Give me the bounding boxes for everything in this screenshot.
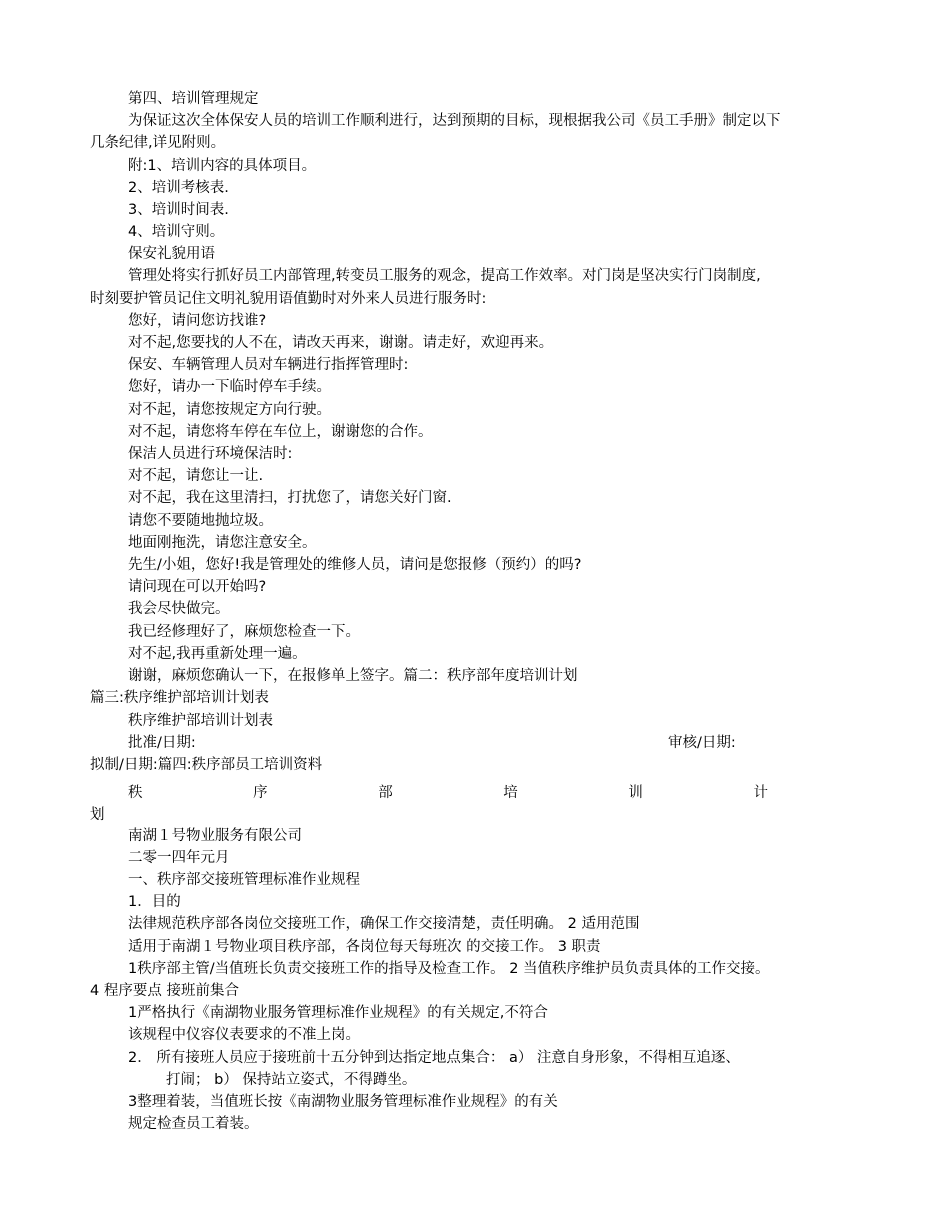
paragraph-line: 划 [90,807,105,823]
paragraph-line: 规定检查员工着装。 [128,1116,259,1132]
paragraph-line: 您好，请问您访找谁? [128,313,267,329]
paragraph-line: 拟制/日期:篇四:秩序部员工培训资料 [90,757,323,773]
paragraph-line: 法律规范秩序部各岗位交接班工作，确保工作交接清楚，责任明确。 2 适用范围 [128,916,640,932]
paragraph-line: 保洁人员进行环境保洁时: [128,446,293,462]
paragraph-line: 地面刚拖洗，请您注意安全。 [128,535,317,551]
paragraph-line: 2、培训考核表. [128,180,229,196]
paragraph-line: 附:1、培训内容的具体项目。 [128,158,317,174]
paragraph-line: 打闹； b） 保持站立姿式，不得蹲坐。 [166,1072,417,1088]
paragraph-line: 时刻要护管员记住文明礼貌用语值勤时对外来人员进行服务时: [90,291,487,307]
section-heading: 一、秩序部交接班管理标准作业规程 [128,872,360,888]
paragraph-line: 对不起,我再重新处理一遍。 [128,646,307,662]
paragraph-line: 对不起，请您让一让. [128,468,264,484]
paragraph-line: 管理处将实行抓好员工内部管理,转变员工服务的观念，提高工作效率。对门岗是坚决实行门岗制度, [128,268,761,284]
spread-char: 序 [253,785,268,801]
paragraph-line: 请您不要随地抛垃圾。 [128,513,273,529]
spread-char: 计 [753,785,768,801]
paragraph-line: 4 程序要点 接班前集合 [90,983,239,999]
spread-char: 秩 [128,785,143,801]
paragraph-line: 为保证这次全体保安人员的培训工作顺利进行，达到预期的目标，现根据我公司《员工手册》制定以下 [128,113,781,129]
paragraph-line: 您好，请办一下临时停车手续。 [128,379,331,395]
paragraph-line: 请问现在可以开始吗? [128,579,267,595]
paragraph-line: 1严格执行《南湖物业服务管理标准作业规程》的有关规定,不符合 [128,1005,548,1021]
document-date: 二零一四年元月 [128,850,230,866]
paragraph-line: 我会尽快做完。 [128,601,230,617]
paragraph-line: 该规程中仪容仪表要求的不准上岗。 [128,1027,360,1043]
paragraph-line: 秩序维护部培训计划表 [128,713,273,729]
paragraph-line: 4、培训守则。 [128,224,225,240]
paragraph-line: 对不起，我在这里清扫，打扰您了，请您关好门窗. [128,490,452,506]
paragraph-line: 谢谢，麻烦您确认一下，在报修单上签字。篇二：秩序部年度培训计划 [128,668,578,684]
paragraph-line: 保安、车辆管理人员对车辆进行指挥管理时: [128,357,409,373]
paragraph-line: 3整理着装，当值班长按《南湖物业服务管理标准作业规程》的有关 [128,1094,558,1110]
paragraph-line: 几条纪律,详见附则。 [90,135,226,151]
paragraph-line: 1秩序部主管/当值班长负责交接班工作的指导及检查工作。 2 当值秩序维护员负责具体的工作交接。 [128,961,770,977]
paragraph-line: 对不起，请您按规定方向行驶。 [128,402,331,418]
spread-char: 培 [503,785,518,801]
paragraph-line: 篇三:秩序维护部培训计划表 [90,690,269,706]
review-date-label: 审核/日期: [668,735,736,751]
spread-title [128,783,768,803]
paragraph-line: 我已经修理好了，麻烦您检查一下。 [128,624,360,640]
paragraph-line: 适用于南湖１号物业项目秩序部，各岗位每天每班次 的交接工作。 3 职责 [128,939,601,955]
paragraph-line: 3、培训时间表. [128,202,229,218]
spread-char: 训 [628,785,643,801]
section-heading: 第四、培训管理规定 [128,91,259,107]
subheading: 保安礼貌用语 [128,246,215,262]
spread-char: 部 [378,785,393,801]
paragraph-line: 先生/小姐，您好!我是管理处的维修人员，请问是您报修（预约）的吗? [128,557,582,573]
approval-date-label: 批准/日期: [128,735,196,751]
paragraph-line: 对不起，请您将车停在车位上，谢谢您的合作。 [128,424,433,440]
paragraph-line: 1．目的 [128,894,181,910]
paragraph-line: 2． 所有接班人员应于接班前十五分钟到达指定地点集合： a） 注意自身形象，不得相互追逐、 [128,1050,740,1066]
paragraph-line: 对不起,您要找的人不在，请改天再来，谢谢。请走好，欢迎再来。 [128,335,554,351]
company-name: 南湖１号物业服务有限公司 [128,828,302,844]
